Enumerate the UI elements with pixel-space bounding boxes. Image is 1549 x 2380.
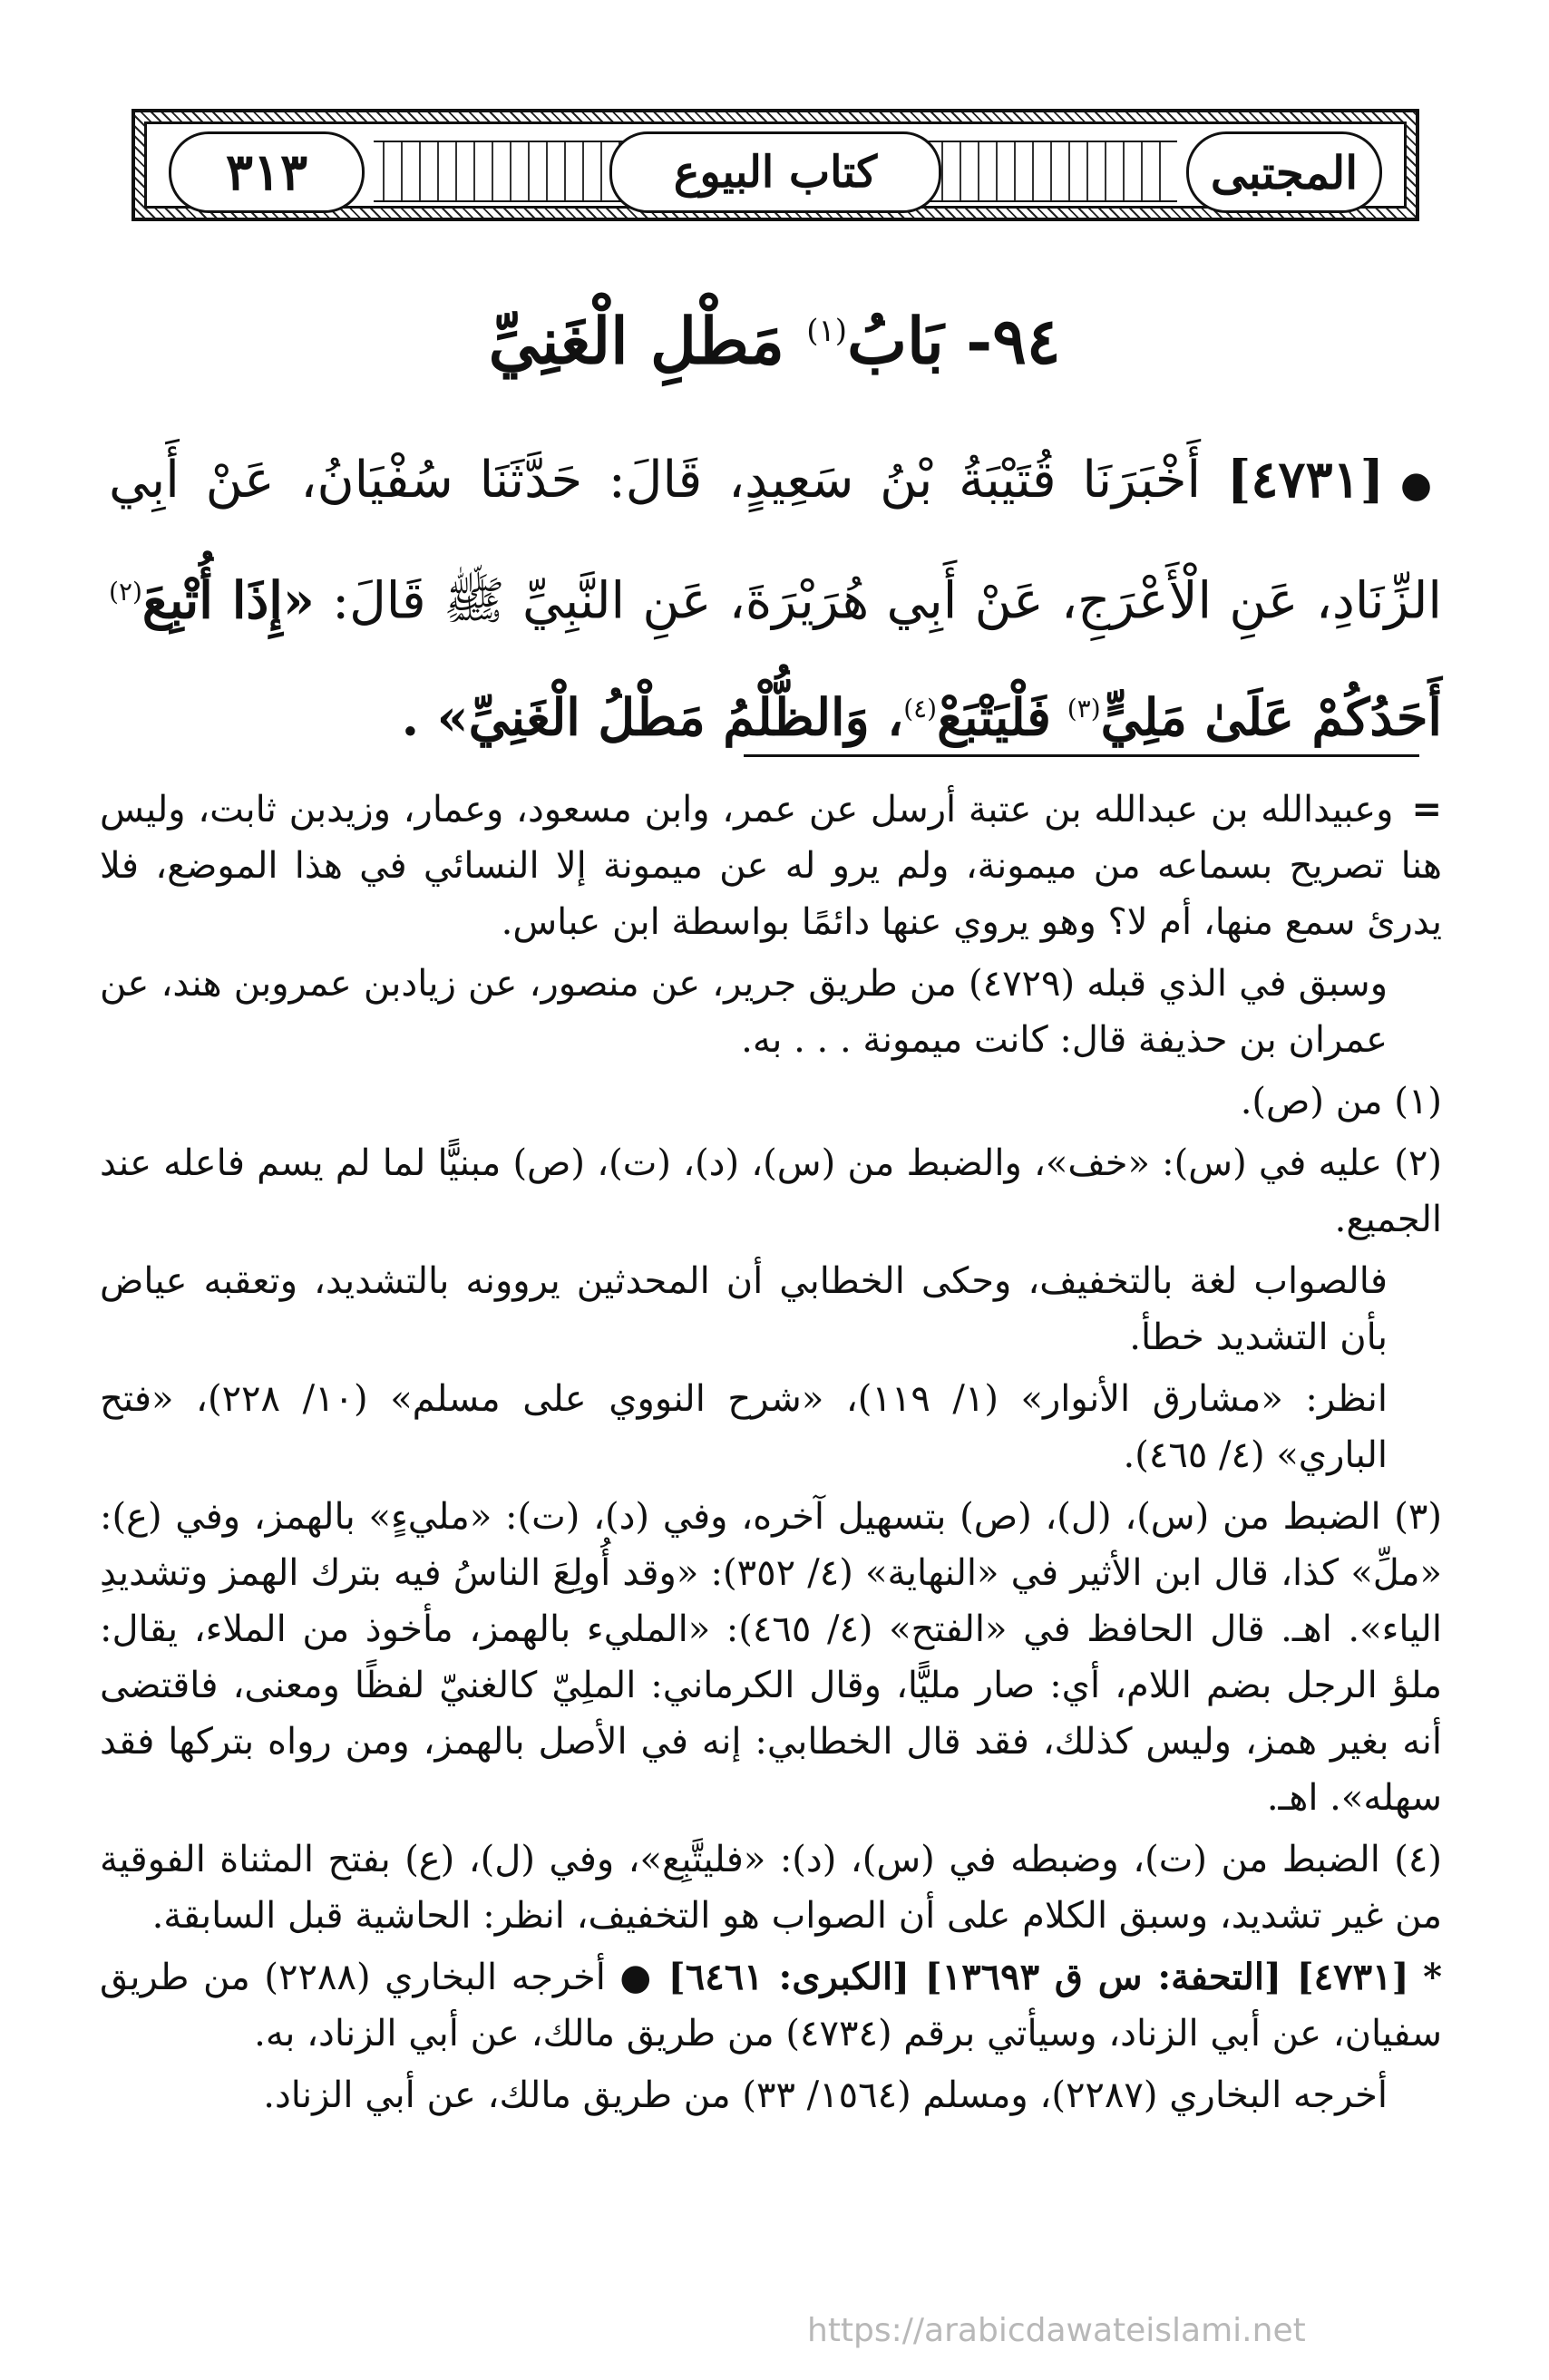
chapter-title: مَطْلِ الْغَنِيِّ <box>488 303 784 379</box>
watermark-url: https://arabicdawateislami.net <box>807 2312 1306 2349</box>
hadith-number: [٤٧٣١] <box>1226 450 1385 510</box>
running-book-title: كتاب البيوع <box>609 131 941 213</box>
hadith-matn-part-4: ، وَالظُّلْمُ مَطْلُ الْغَنِيِّ» . <box>401 687 904 748</box>
book-logo-cartouche: المجتبى <box>1186 131 1382 213</box>
footnotes-section <box>100 782 1442 2129</box>
header-ornament-right <box>914 141 1177 202</box>
footnote-marker-4: (٤) <box>903 693 938 724</box>
footnote-1: (١) من (ص). <box>1240 1081 1442 1122</box>
chapter-label: بَابُ <box>847 303 944 379</box>
takhrij-second: أخرجه البخاري (٢٢٨٧)، ومسلم (١٥٦٤/ ٣٣) من طريق مالك، عن أبي الزناد. <box>263 2074 1388 2116</box>
takhrij-bukhari: ● أخرجه البخاري (٢٢٨٨) من طريق سفيان، عن أبي الزناد، وسيأتي برقم (٤٧٣٤) من طريق مالك، عن أبي الزناد، به. <box>100 1957 1442 2055</box>
chapter-footnote-marker: (١) <box>806 313 848 349</box>
footnote-2-continuation: فالصواب لغة بالتخفيف، وحكى الخطابي أن المحدثين يروونه بالتشديد، وتعقبه عياض بأن التشديد خطأ. <box>100 1260 1388 1358</box>
hadith-matn-part-3: فَلْيَتْبَعْ <box>937 687 1051 748</box>
note-continued-paragraph <box>100 782 1442 950</box>
note-continued-text: وعبيدالله بن عبدالله بن عتبة أرسل عن عمر، وابن مسعود، وعمار، وزيدبن ثابت، وليس هنا تصريح بسماعه من ميمونة، ولم يرو له عن ميمونة إلا النسائي في هذا الموضع، فلا يدرئ سمع منها، أم لا؟ وهو يروي عنها دائمًا بواسطة ابن عباس. <box>100 789 1442 943</box>
continuation-marker: = <box>1411 788 1442 831</box>
hadith-isnad: أَخْبَرَنَا قُتَيْبَةُ بْنُ سَعِيدٍ، قَالَ: حَدَّثَنَا سُفْيَانُ، عَنْ أَبِي الزِّنَادِ، عَنِ الْأَعْرَجِ، عَنْ أَبِي هُرَيْرَةَ، عَنِ النَّبِيِّ ﷺ قَالَ: <box>109 451 1442 631</box>
takhrij-star: * <box>1423 1956 1443 1998</box>
header-inner-frame <box>144 121 1407 209</box>
ornamental-header <box>132 109 1419 221</box>
hadith-matn-part-1: «إِذَا أُتْبِعَ <box>141 570 315 631</box>
footnote-marker-2: (٢) <box>109 577 142 607</box>
header-ornament-left <box>374 141 637 202</box>
footnote-separator <box>744 754 1419 757</box>
takhrij-entry <box>100 1949 1442 2062</box>
note-previous-reference: وسبق في الذي قبله (٤٧٢٩) من طريق جرير، عن منصور، عن زيادبن عمروبن هند، عن عمران بن حذيفة قال: كانت ميمونة . . . به. <box>100 963 1388 1061</box>
footnote-2: (٢) عليه في (س): «خف»، والضبط من (س)، (د)، (ت)، (ص) مبنيًّا لما لم يسم فاعله عند الجميع. <box>100 1142 1442 1240</box>
footnote-marker-3: (٣) <box>1067 693 1101 724</box>
page-number: ٣١٣ <box>169 131 365 213</box>
takhrij-reference: [٤٧٣١] [التحفة: س ق ١٣٦٩٣] [الكبرى: ٦٤٦١] <box>667 1956 1409 1998</box>
hadith-text <box>109 426 1442 772</box>
hadith-bullet: ● <box>1400 464 1442 506</box>
footnote-2-references: انظر: «مشارق الأنوار» (١/ ١١٩)، «شرح النووي على مسلم» (١٠/ ٢٢٨)، «فتح الباري» (٤/ ٤٦٥). <box>100 1378 1388 1476</box>
chapter-heading <box>181 290 1368 382</box>
hadith-matn-part-2: أَحَدُكُمْ عَلَىٰ مَلِيٍّ <box>1100 687 1442 748</box>
footnote-3: (٣) الضبط من (س)، (ل)، (ص) بتسهيل آخره، وفي (د)، (ت): «مليءٍ» بالهمز، وفي (ع): «ملِّ» كذا، قال ابن الأثير في «النهاية» (٤/ ٣٥٢): «وقد أُولِعَ الناسُ فيه بترك الهمز وتشديدِ الياء». اهـ. قال الحافظ في «الفتح» (٤/ ٤٦٥): «المليء بالهمز، مأخوذ من الملاء، يقال: ملؤ الرجل بضم اللام، أي: صار مليًّا، وقال الكرماني: الملِيّ كالغنيّ لفظًا ومعنى، فاقتضى أنه بغير همز، وليس كذلك، فقد قال الخطابي: إنه في الأصل بالهمز، ومن رواه بتركها فقد سهله». اهـ. <box>100 1496 1442 1819</box>
chapter-number: ٩٤- <box>966 303 1061 379</box>
footnote-4: (٤) الضبط من (ت)، وضبطه في (س)، (د): «فليتَّبِع»، وفي (ل)، (ع) بفتح المثناة الفوقية من غير تشديد، وسبق الكلام على أن الصواب هو التخفيف، انظر: الحاشية قبل السابقة. <box>100 1839 1442 1937</box>
